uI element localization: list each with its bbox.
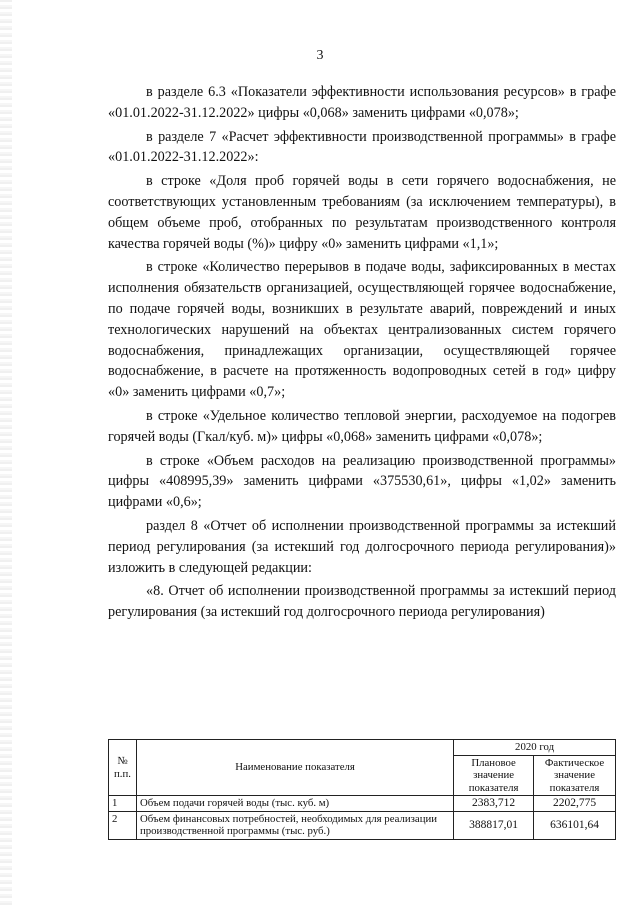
row-number: 2: [109, 811, 137, 839]
header-year: 2020 год: [454, 740, 616, 756]
row-plan-value: 2383,712: [454, 796, 534, 812]
header-fact: Фактическое значение показателя: [534, 755, 616, 796]
row-fact-value: 2202,775: [534, 796, 616, 812]
table-row: [109, 796, 616, 812]
paragraph-4: в строке «Количество перерывов в подаче воды, зафиксированных в местах исполнения обязательств организацией, осуществляющей горячее водоснабжение, по подаче горячей воды, возникших в результате аварий, повреждений и иных технологических нарушений на объектах централизованных систем горячего водоснабжения, принадлежащих организации, осуществляющей горячее водоснабжение, в расчете на протяженность водопроводных сетей в год» цифру «0» заменить цифрами «0,7»;: [108, 259, 616, 401]
row-name: Объем финансовых потребностей, необходимых для реализации производственной программы (тыс. руб.): [136, 811, 453, 839]
paragraph-8: «8. Отчет об исполнении производственной программы за истекший период регулирования (за истекший год долгосрочного периода регулирования): [108, 583, 616, 621]
header-indicator-name: Наименование показателя: [136, 740, 453, 796]
paragraph-3: в строке «Доля проб горячей воды в сети горячего водоснабжения, не соответствующих установленным требованиям (за исключением температуры), в общем объеме проб, отобранных по результатам производственного контроля качества горячей воды (%)» цифру «0» заменить цифрами «1,1»;: [108, 173, 616, 252]
header-number: № п.п.: [109, 740, 137, 796]
header-plan: Плановое значение показателя: [454, 755, 534, 796]
paragraph-6: в строке «Объем расходов на реализацию производственной программы» цифры «408995,39» заменить цифрами «375530,61», цифры «1,02» заменить цифрами «0,6»;: [108, 452, 616, 511]
table-row: [109, 811, 616, 839]
page-number: 3: [316, 48, 324, 63]
paragraph-5: в строке «Удельное количество тепловой энергии, расходуемое на подогрев горячей воды (Гкал/куб. м)» цифры «0,068» заменить цифрами «0,078»;: [108, 407, 616, 445]
report-table: [108, 739, 616, 840]
scan-edge-artifact: [0, 0, 12, 905]
row-name: Объем подачи горячей воды (тыс. куб. м): [136, 796, 453, 812]
paragraph-2: в разделе 7 «Расчет эффективности производственной программы» в графе «01.01.2022-31.12.2022»:: [108, 128, 616, 166]
row-plan-value: 388817,01: [454, 811, 534, 839]
paragraph-7: раздел 8 «Отчет об исполнении производственной программы за истекший период регулирования (за истекший год долгосрочного периода регулирования)» изложить в следующей редакции:: [108, 517, 616, 576]
document-body: [108, 82, 616, 623]
paragraph-1: в разделе 6.3 «Показатели эффективности использования ресурсов» в графе «01.01.2022-31.12.2022» цифры «0,068» заменить цифрами «0,078»;: [108, 84, 616, 121]
row-number: 1: [109, 796, 137, 812]
row-fact-value: 636101,64: [534, 811, 616, 839]
